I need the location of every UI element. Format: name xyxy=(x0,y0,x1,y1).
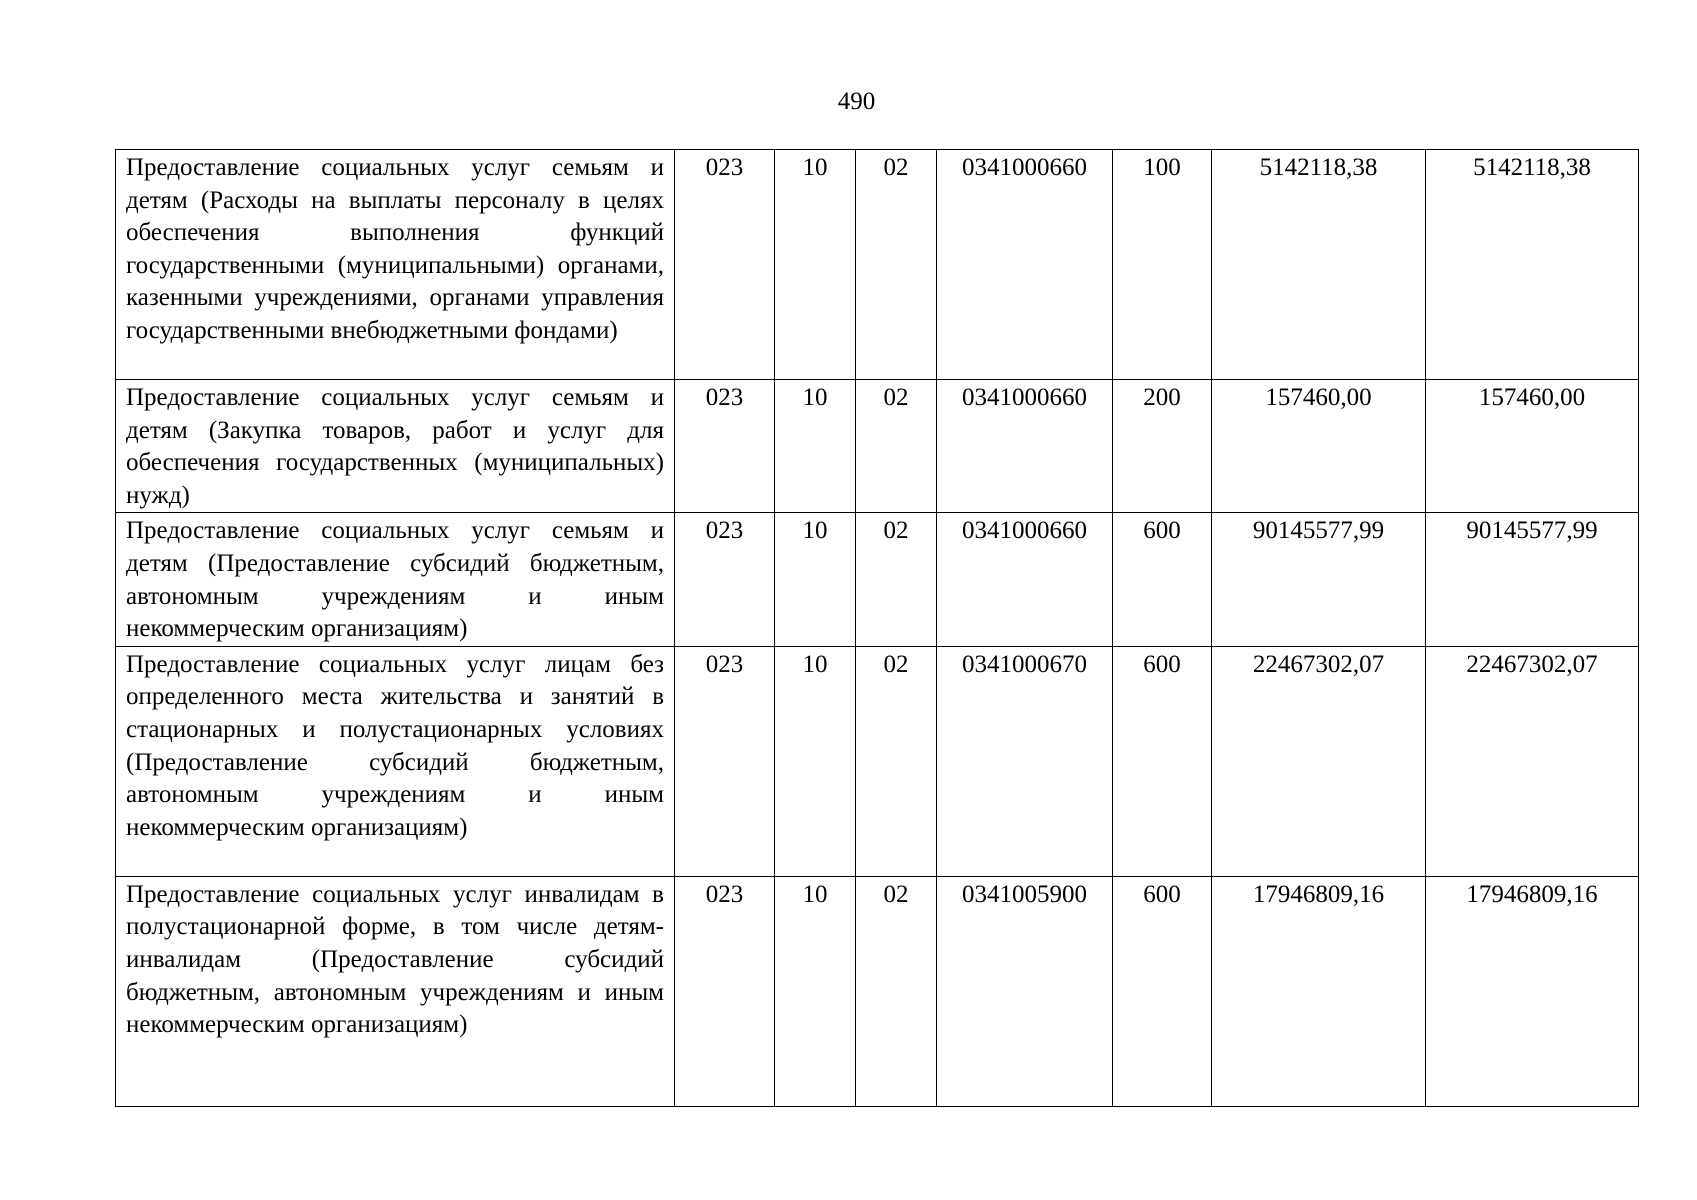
expense-type-code: 600 xyxy=(1113,876,1212,1106)
target-article-code: 0341000660 xyxy=(937,150,1113,380)
subsection-code: 02 xyxy=(856,513,937,646)
subsection-code: 02 xyxy=(856,380,937,513)
subsection-code: 02 xyxy=(856,876,937,1106)
amount-2: 5142118,38 xyxy=(1426,150,1639,380)
section-code: 10 xyxy=(775,380,856,513)
table-row xyxy=(116,876,1639,1106)
grbs-code: 023 xyxy=(675,646,775,876)
amount-2: 90145577,99 xyxy=(1426,513,1639,646)
page-number: 490 xyxy=(837,88,876,115)
target-article-code: 0341000660 xyxy=(937,380,1113,513)
table-row xyxy=(116,380,1639,513)
target-article-code: 0341000660 xyxy=(937,513,1113,646)
amount-2: 157460,00 xyxy=(1426,380,1639,513)
amount-1: 157460,00 xyxy=(1212,380,1426,513)
expense-type-code: 600 xyxy=(1113,646,1212,876)
expense-type-code: 200 xyxy=(1113,380,1212,513)
grbs-code: 023 xyxy=(675,150,775,380)
budget-table xyxy=(115,149,1639,1107)
target-article-code: 0341005900 xyxy=(937,876,1113,1106)
amount-1: 22467302,07 xyxy=(1212,646,1426,876)
row-description: Предоставление социальных услуг семьям и детям (Закупка товаров, работ и услуг для обеспечения государственных (муниципальных) нужд) xyxy=(116,380,675,513)
row-description: Предоставление социальных услуг инвалидам в полустационарной форме, в том числе детям-инвалидам (Предоставление субсидий бюджетным, автономным учреждениям и иным некоммерческим организациям) xyxy=(116,876,675,1106)
amount-1: 17946809,16 xyxy=(1212,876,1426,1106)
target-article-code: 0341000670 xyxy=(937,646,1113,876)
grbs-code: 023 xyxy=(675,513,775,646)
section-code: 10 xyxy=(775,150,856,380)
table-row xyxy=(116,150,1639,380)
row-description: Предоставление социальных услуг семьям и детям (Расходы на выплаты персоналу в целях обеспечения выполнения функций государственными (муниципальными) органами, казенными учреждениями, органами управления государственными внебюджетными фондами) xyxy=(116,150,675,380)
grbs-code: 023 xyxy=(675,876,775,1106)
expense-type-code: 600 xyxy=(1113,513,1212,646)
grbs-code: 023 xyxy=(675,380,775,513)
section-code: 10 xyxy=(775,876,856,1106)
subsection-code: 02 xyxy=(856,150,937,380)
amount-1: 90145577,99 xyxy=(1212,513,1426,646)
table-row xyxy=(116,646,1639,876)
table-row xyxy=(116,513,1639,646)
section-code: 10 xyxy=(775,646,856,876)
expense-type-code: 100 xyxy=(1113,150,1212,380)
amount-2: 22467302,07 xyxy=(1426,646,1639,876)
row-description: Предоставление социальных услуг лицам без определенного места жительства и занятий в стационарных и полустационарных условиях (Предоставление субсидий бюджетным, автономным учреждениям и иным некоммерческим организациям) xyxy=(116,646,675,876)
amount-2: 17946809,16 xyxy=(1426,876,1639,1106)
row-description: Предоставление социальных услуг семьям и детям (Предоставление субсидий бюджетным, автономным учреждениям и иным некоммерческим организациям) xyxy=(116,513,675,646)
amount-1: 5142118,38 xyxy=(1212,150,1426,380)
section-code: 10 xyxy=(775,513,856,646)
subsection-code: 02 xyxy=(856,646,937,876)
